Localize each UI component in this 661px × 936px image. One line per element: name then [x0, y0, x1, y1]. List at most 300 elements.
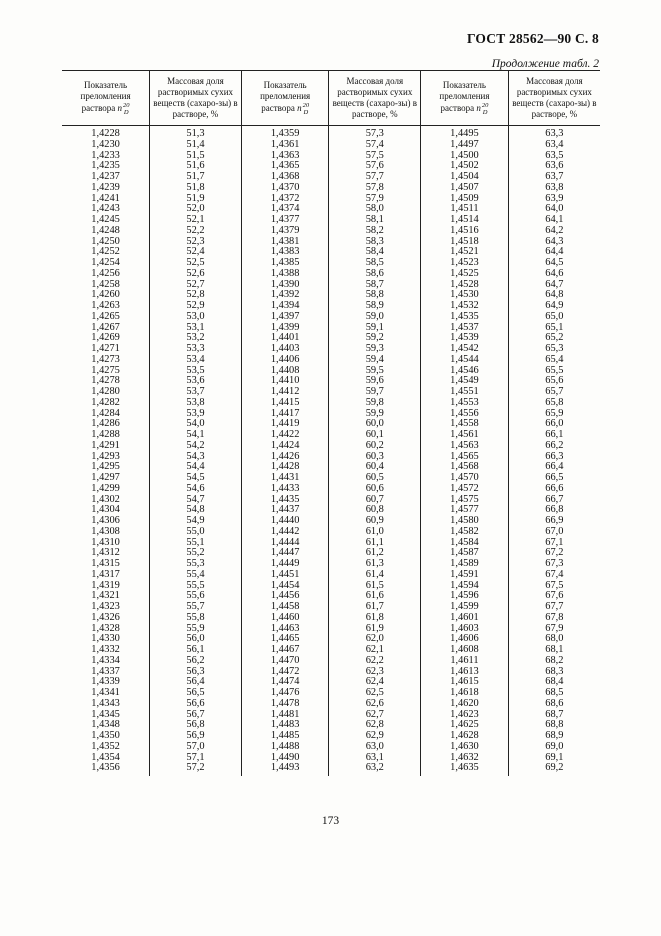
mass-fraction-cell: 52,3 — [150, 237, 242, 248]
refractive-index-cell: 1,4306 — [62, 516, 150, 527]
refractive-index-cell: 1,4348 — [62, 720, 150, 731]
table-row — [62, 161, 600, 172]
mass-fraction-cell: 57,2 — [150, 763, 242, 776]
mass-fraction-cell: 62,0 — [329, 634, 421, 645]
refractive-index-cell: 1,4485 — [241, 731, 329, 742]
table-row — [62, 731, 600, 742]
mass-fraction-cell: 56,6 — [150, 699, 242, 710]
refractive-index-cell: 1,4397 — [241, 312, 329, 323]
refractive-index-cell: 1,4323 — [62, 602, 150, 613]
refractive-index-cell: 1,4233 — [62, 151, 150, 162]
refractive-index-cell: 1,4275 — [62, 366, 150, 377]
symbol-subscript: D — [123, 109, 129, 116]
refractive-index-symbol: n — [297, 103, 302, 114]
refractive-index-cell: 1,4575 — [421, 495, 509, 506]
refractive-index-cell: 1,4350 — [62, 731, 150, 742]
refractive-index-cell: 1,4488 — [241, 742, 329, 753]
mass-fraction-cell: 54,7 — [150, 495, 242, 506]
mass-fraction-cell: 56,2 — [150, 656, 242, 667]
refractive-index-cell: 1,4278 — [62, 376, 150, 387]
refractive-index-cell: 1,4563 — [421, 441, 509, 452]
refractive-index-cell: 1,4412 — [241, 387, 329, 398]
refractive-index-cell: 1,4419 — [241, 419, 329, 430]
table-row — [62, 183, 600, 194]
refractive-index-cell: 1,4388 — [241, 269, 329, 280]
table-header — [62, 71, 600, 126]
mass-fraction-cell: 59,5 — [329, 366, 421, 377]
mass-fraction-cell: 68,1 — [545, 644, 564, 655]
mass-fraction-cell: 68,9 — [545, 730, 564, 741]
mass-fraction-cell: 64,7 — [545, 278, 564, 290]
mass-fraction-cell: 52,7 — [150, 280, 242, 291]
mass-fraction-cell: 62,6 — [329, 699, 421, 710]
table-row — [62, 753, 600, 764]
table-row — [62, 634, 600, 645]
mass-fraction-cell: 56,1 — [150, 645, 242, 656]
mass-fraction-cell: 64,4 — [545, 246, 564, 258]
refractive-index-cell: 1,4392 — [241, 290, 329, 301]
mass-fraction-cell: 58,5 — [329, 258, 421, 269]
table-row — [62, 452, 600, 463]
mass-fraction-cell: 58,6 — [329, 269, 421, 280]
refractive-index-cell: 1,4422 — [241, 430, 329, 441]
mass-fraction-cell: 53,2 — [150, 333, 242, 344]
mass-fraction-cell: 61,1 — [329, 538, 421, 549]
refractive-index-cell: 1,4239 — [62, 183, 150, 194]
mass-fraction-cell: 54,0 — [150, 419, 242, 430]
refractive-index-cell: 1,4525 — [421, 269, 509, 280]
refractive-index-cell: 1,4611 — [421, 656, 509, 667]
refractive-index-cell: 1,4310 — [62, 538, 150, 549]
refractive-index-cell: 1,4332 — [62, 645, 150, 656]
table-row — [62, 613, 600, 624]
mass-fraction-cell: 60,5 — [329, 473, 421, 484]
refractive-index-cell: 1,4372 — [241, 194, 329, 205]
refractive-index-cell: 1,4472 — [241, 667, 329, 678]
table-row — [62, 581, 600, 592]
refractive-index-cell: 1,4273 — [62, 355, 150, 366]
refractive-index-cell: 1,4618 — [421, 688, 509, 699]
refractive-index-cell: 1,4330 — [62, 634, 150, 645]
refractive-index-cell: 1,4561 — [421, 430, 509, 441]
table-row — [62, 591, 600, 602]
refractive-index-cell: 1,4365 — [241, 161, 329, 172]
mass-fraction-cell: 52,9 — [150, 301, 242, 312]
refractive-index-table — [62, 70, 600, 776]
mass-fraction-cell: 59,1 — [329, 323, 421, 334]
refractive-index-cell: 1,4256 — [62, 269, 150, 280]
mass-fraction-cell: 58,4 — [329, 247, 421, 258]
table-row — [62, 742, 600, 753]
refractive-index-cell: 1,4582 — [421, 527, 509, 538]
mass-fraction-cell: 59,2 — [329, 333, 421, 344]
mass-fraction-cell: 64,0 — [545, 203, 564, 215]
mass-fraction-cell: 62,7 — [329, 710, 421, 721]
mass-fraction-cell: 59,8 — [329, 398, 421, 409]
symbol-subscript: D — [482, 109, 488, 116]
mass-fraction-cell: 53,9 — [150, 409, 242, 420]
mass-fraction-cell: 51,6 — [150, 161, 242, 172]
refractive-index-cell: 1,4523 — [421, 258, 509, 269]
mass-fraction-cell: 66,4 — [545, 461, 564, 473]
table-row — [62, 226, 600, 237]
table-row — [62, 419, 600, 430]
refractive-index-cell: 1,4426 — [241, 452, 329, 463]
mass-fraction-cell: 58,0 — [329, 204, 421, 215]
refractive-index-cell: 1,4381 — [241, 237, 329, 248]
refractive-index-cell: 1,4370 — [241, 183, 329, 194]
header-text: Показатель преломления раствора — [80, 80, 131, 114]
table-row — [62, 280, 600, 291]
mass-fraction-cell: 63,3 — [545, 128, 564, 139]
table-row — [62, 720, 600, 731]
mass-fraction-cell: 64,8 — [545, 289, 564, 301]
refractive-index-cell: 1,4502 — [421, 161, 509, 172]
refractive-index-cell: 1,4596 — [421, 591, 509, 602]
refractive-index-cell: 1,4341 — [62, 688, 150, 699]
refractive-index-cell: 1,4490 — [241, 753, 329, 764]
table-continuation-label: Продолжение табл. 2 — [491, 58, 599, 70]
mass-fraction-cell: 65,5 — [545, 364, 564, 376]
mass-fraction-cell: 58,8 — [329, 290, 421, 301]
mass-fraction-cell: 59,3 — [329, 344, 421, 355]
mass-fraction-cell: 61,8 — [329, 613, 421, 624]
mass-fraction-cell: 60,0 — [329, 419, 421, 430]
mass-fraction-cell: 64,6 — [545, 267, 564, 279]
mass-fraction-cell: 55,8 — [150, 613, 242, 624]
refractive-index-cell: 1,4284 — [62, 409, 150, 420]
refractive-index-cell: 1,4424 — [241, 441, 329, 452]
refractive-index-cell: 1,4474 — [241, 677, 329, 688]
mass-fraction-cell: 69,1 — [545, 751, 564, 763]
refractive-index-cell: 1,4308 — [62, 527, 150, 538]
refractive-index-cell: 1,4509 — [421, 194, 509, 205]
mass-fraction-cell: 52,5 — [150, 258, 242, 269]
refractive-index-cell: 1,4544 — [421, 355, 509, 366]
mass-fraction-cell: 52,4 — [150, 247, 242, 258]
mass-fraction-cell: 68,6 — [545, 697, 564, 709]
mass-fraction-cell: 59,4 — [329, 355, 421, 366]
refractive-index-cell: 1,4451 — [241, 570, 329, 581]
refractive-index-cell: 1,4374 — [241, 204, 329, 215]
refractive-index-cell: 1,4483 — [241, 720, 329, 731]
mass-fraction-cell: 59,9 — [329, 409, 421, 420]
table-row — [62, 312, 600, 323]
mass-fraction-cell: 59,6 — [329, 376, 421, 387]
mass-fraction-cell: 55,2 — [150, 548, 242, 559]
mass-fraction-cell: 67,6 — [545, 590, 564, 602]
mass-fraction-cell: 60,2 — [329, 441, 421, 452]
mass-fraction-cell: 67,9 — [545, 622, 564, 634]
mass-fraction-cell: 52,0 — [150, 204, 242, 215]
refractive-index-cell: 1,4408 — [241, 366, 329, 377]
refractive-index-cell: 1,4383 — [241, 247, 329, 258]
refractive-index-cell: 1,4326 — [62, 613, 150, 624]
mass-fraction-cell: 57,4 — [329, 140, 421, 151]
mass-fraction-cell: 57,9 — [329, 194, 421, 205]
table-row — [62, 516, 600, 527]
refractive-index-cell: 1,4591 — [421, 570, 509, 581]
refractive-index-cell: 1,4319 — [62, 581, 150, 592]
symbol-subscript: D — [303, 109, 309, 116]
refractive-index-symbol: n — [117, 103, 122, 114]
refractive-index-cell: 1,4343 — [62, 699, 150, 710]
refractive-index-cell: 1,4299 — [62, 484, 150, 495]
mass-fraction-cell: 67,5 — [545, 579, 564, 591]
refractive-index-cell: 1,4521 — [421, 247, 509, 258]
mass-fraction-cell: 58,7 — [329, 280, 421, 291]
refractive-index-cell: 1,4433 — [241, 484, 329, 495]
table-row — [62, 570, 600, 581]
refractive-index-cell: 1,4406 — [241, 355, 329, 366]
refractive-index-cell: 1,4263 — [62, 301, 150, 312]
refractive-index-cell: 1,4435 — [241, 495, 329, 506]
refractive-index-cell: 1,4549 — [421, 376, 509, 387]
refractive-index-cell: 1,4269 — [62, 333, 150, 344]
refractive-index-cell: 1,4507 — [421, 183, 509, 194]
refractive-index-cell: 1,4551 — [421, 387, 509, 398]
mass-fraction-cell: 57,0 — [150, 742, 242, 753]
refractive-index-cell: 1,4635 — [421, 763, 509, 776]
table-row — [62, 645, 600, 656]
refractive-index-cell: 1,4565 — [421, 452, 509, 463]
refractive-index-cell: 1,4539 — [421, 333, 509, 344]
refractive-index-cell: 1,4587 — [421, 548, 509, 559]
mass-fraction-cell: 55,3 — [150, 559, 242, 570]
header-text: Массовая доля растворимых сухих веществ (сахаро-зы) в растворе, % — [512, 76, 597, 119]
refractive-index-cell: 1,4394 — [241, 301, 329, 312]
mass-fraction-cell: 65,7 — [545, 386, 564, 397]
table-row — [62, 323, 600, 334]
refractive-index-cell: 1,4442 — [241, 527, 329, 538]
table-row — [62, 484, 600, 495]
mass-fraction-cell: 56,4 — [150, 677, 242, 688]
refractive-index-cell: 1,4354 — [62, 753, 150, 764]
mass-fraction-cell: 51,8 — [150, 183, 242, 194]
mass-fraction-cell: 53,6 — [150, 376, 242, 387]
refractive-index-cell: 1,4463 — [241, 624, 329, 635]
mass-fraction-cell: 53,3 — [150, 344, 242, 355]
refractive-index-cell: 1,4328 — [62, 624, 150, 635]
refractive-index-cell: 1,4339 — [62, 677, 150, 688]
mass-fraction-cell: 63,5 — [545, 149, 564, 161]
table-row — [62, 194, 600, 205]
refractive-index-cell: 1,4245 — [62, 215, 150, 226]
mass-fraction-cell: 69,2 — [545, 762, 564, 774]
refractive-index-cell: 1,4495 — [421, 126, 509, 140]
mass-fraction-cell: 56,9 — [150, 731, 242, 742]
refractive-index-cell: 1,4334 — [62, 656, 150, 667]
table-row — [62, 667, 600, 678]
mass-fraction-cell: 64,1 — [545, 214, 564, 225]
refractive-index-cell: 1,4337 — [62, 667, 150, 678]
refractive-index-cell: 1,4377 — [241, 215, 329, 226]
table-row — [62, 505, 600, 516]
refractive-index-cell: 1,4514 — [421, 215, 509, 226]
mass-fraction-cell: 56,5 — [150, 688, 242, 699]
refractive-index-cell: 1,4444 — [241, 538, 329, 549]
mass-fraction-cell: 62,5 — [329, 688, 421, 699]
mass-fraction-cell: 57,5 — [329, 151, 421, 162]
mass-fraction-cell: 52,1 — [150, 215, 242, 226]
table-row — [62, 624, 600, 635]
refractive-index-cell: 1,4608 — [421, 645, 509, 656]
refractive-index-cell: 1,4454 — [241, 581, 329, 592]
mass-fraction-cell: 62,1 — [329, 645, 421, 656]
refractive-index-cell: 1,4615 — [421, 677, 509, 688]
refractive-index-cell: 1,4546 — [421, 366, 509, 377]
mass-fraction-cell: 68,3 — [545, 665, 564, 677]
refractive-index-cell: 1,4288 — [62, 430, 150, 441]
refractive-index-cell: 1,4603 — [421, 624, 509, 635]
mass-fraction-cell: 60,7 — [329, 495, 421, 506]
mass-fraction-cell: 53,8 — [150, 398, 242, 409]
mass-fraction-cell: 63,4 — [545, 138, 564, 150]
refractive-index-cell: 1,4352 — [62, 742, 150, 753]
mass-fraction-cell: 51,7 — [150, 172, 242, 183]
refractive-index-cell: 1,4599 — [421, 602, 509, 613]
mass-fraction-cell: 65,0 — [545, 310, 564, 322]
mass-fraction-cell: 55,7 — [150, 602, 242, 613]
refractive-index-cell: 1,4500 — [421, 151, 509, 162]
table-row — [62, 333, 600, 344]
table-row — [62, 204, 600, 215]
mass-fraction-cell: 55,9 — [150, 624, 242, 635]
refractive-index-cell: 1,4601 — [421, 613, 509, 624]
mass-fraction-cell: 52,6 — [150, 269, 242, 280]
mass-fraction-cell: 53,4 — [150, 355, 242, 366]
mass-fraction-cell: 55,5 — [150, 581, 242, 592]
refractive-index-cell: 1,4410 — [241, 376, 329, 387]
table-row — [62, 430, 600, 441]
refractive-index-cell: 1,4470 — [241, 656, 329, 667]
refractive-index-cell: 1,4530 — [421, 290, 509, 301]
refractive-index-cell: 1,4537 — [421, 323, 509, 334]
refractive-index-cell: 1,4584 — [421, 538, 509, 549]
mass-fraction-cell: 68,8 — [545, 719, 564, 731]
table-row — [62, 462, 600, 473]
refractive-index-cell: 1,4431 — [241, 473, 329, 484]
refractive-index-cell: 1,4493 — [241, 763, 329, 776]
refractive-index-cell: 1,4359 — [241, 126, 329, 140]
refractive-index-cell: 1,4385 — [241, 258, 329, 269]
mass-fraction-cell: 67,1 — [545, 536, 564, 548]
refractive-index-cell: 1,4535 — [421, 312, 509, 323]
mass-fraction-cell: 57,6 — [329, 161, 421, 172]
refractive-index-cell: 1,4271 — [62, 344, 150, 355]
table-row — [62, 710, 600, 721]
mass-fraction-cell: 67,2 — [545, 547, 564, 559]
mass-fraction-cell: 54,8 — [150, 505, 242, 516]
table-row — [62, 237, 600, 248]
mass-fraction-cell: 68,2 — [545, 654, 564, 666]
mass-fraction-cell: 54,4 — [150, 462, 242, 473]
refractive-index-cell: 1,4570 — [421, 473, 509, 484]
mass-fraction-cell: 56,3 — [150, 667, 242, 678]
refractive-index-cell: 1,4235 — [62, 161, 150, 172]
mass-fraction-cell: 53,0 — [150, 312, 242, 323]
refractive-index-cell: 1,4476 — [241, 688, 329, 699]
refractive-index-cell: 1,4356 — [62, 763, 150, 776]
table-row — [62, 247, 600, 258]
symbol-indices — [482, 102, 489, 116]
refractive-index-cell: 1,4297 — [62, 473, 150, 484]
refractive-index-cell: 1,4291 — [62, 441, 150, 452]
table-row — [62, 409, 600, 420]
mass-fraction-cell: 54,3 — [150, 452, 242, 463]
refractive-index-cell: 1,4577 — [421, 505, 509, 516]
mass-fraction-cell: 65,6 — [545, 375, 564, 387]
refractive-index-cell: 1,4417 — [241, 409, 329, 420]
refractive-index-cell: 1,4415 — [241, 398, 329, 409]
refractive-index-symbol: n — [476, 103, 481, 114]
refractive-index-cell: 1,4456 — [241, 591, 329, 602]
table-row — [62, 559, 600, 570]
mass-fraction-cell: 67,7 — [545, 601, 564, 612]
mass-fraction-cell: 67,0 — [545, 525, 564, 537]
table-row — [62, 215, 600, 226]
table-row — [62, 677, 600, 688]
refractive-index-cell: 1,4345 — [62, 710, 150, 721]
mass-fraction-cell: 59,0 — [329, 312, 421, 323]
refractive-index-cell: 1,4302 — [62, 495, 150, 506]
table-row — [62, 366, 600, 377]
mass-fraction-cell: 65,4 — [545, 353, 564, 365]
mass-fraction-cell: 63,1 — [329, 753, 421, 764]
refractive-index-cell: 1,4478 — [241, 699, 329, 710]
header-refractive-index — [421, 71, 509, 126]
refractive-index-cell: 1,4594 — [421, 581, 509, 592]
refractive-index-cell: 1,4553 — [421, 398, 509, 409]
refractive-index-cell: 1,4361 — [241, 140, 329, 151]
refractive-index-cell: 1,4556 — [421, 409, 509, 420]
mass-fraction-cell: 66,7 — [545, 493, 564, 505]
refractive-index-cell: 1,4265 — [62, 312, 150, 323]
mass-fraction-cell: 60,8 — [329, 505, 421, 516]
mass-fraction-cell: 65,2 — [545, 332, 564, 344]
mass-fraction-cell: 57,8 — [329, 183, 421, 194]
table-row — [62, 387, 600, 398]
header-text: Массовая доля растворимых сухих веществ (сахаро-зы) в растворе, % — [332, 76, 417, 119]
table-header-row — [62, 71, 600, 126]
mass-fraction-cell: 51,5 — [150, 151, 242, 162]
mass-fraction-cell: 66,9 — [545, 515, 564, 526]
refractive-index-cell: 1,4518 — [421, 237, 509, 248]
mass-fraction-cell: 62,8 — [329, 720, 421, 731]
refractive-index-cell: 1,4458 — [241, 602, 329, 613]
table-row — [62, 344, 600, 355]
mass-fraction-cell: 61,3 — [329, 559, 421, 570]
refractive-index-cell: 1,4481 — [241, 710, 329, 721]
mass-fraction-cell: 56,7 — [150, 710, 242, 721]
header-refractive-index — [62, 71, 150, 126]
refractive-index-cell: 1,4250 — [62, 237, 150, 248]
table-row — [62, 376, 600, 387]
mass-fraction-cell: 61,0 — [329, 527, 421, 538]
table-row — [62, 441, 600, 452]
mass-fraction-cell: 68,4 — [545, 676, 564, 688]
mass-fraction-cell: 65,3 — [545, 343, 564, 354]
refractive-index-cell: 1,4312 — [62, 548, 150, 559]
mass-fraction-cell: 62,9 — [329, 731, 421, 742]
table-row — [62, 398, 600, 409]
header-mass-fraction — [508, 71, 600, 126]
mass-fraction-cell: 53,5 — [150, 366, 242, 377]
symbol-indices — [123, 102, 130, 116]
mass-fraction-cell: 60,6 — [329, 484, 421, 495]
table-row — [62, 269, 600, 280]
mass-fraction-cell: 65,9 — [545, 407, 564, 419]
